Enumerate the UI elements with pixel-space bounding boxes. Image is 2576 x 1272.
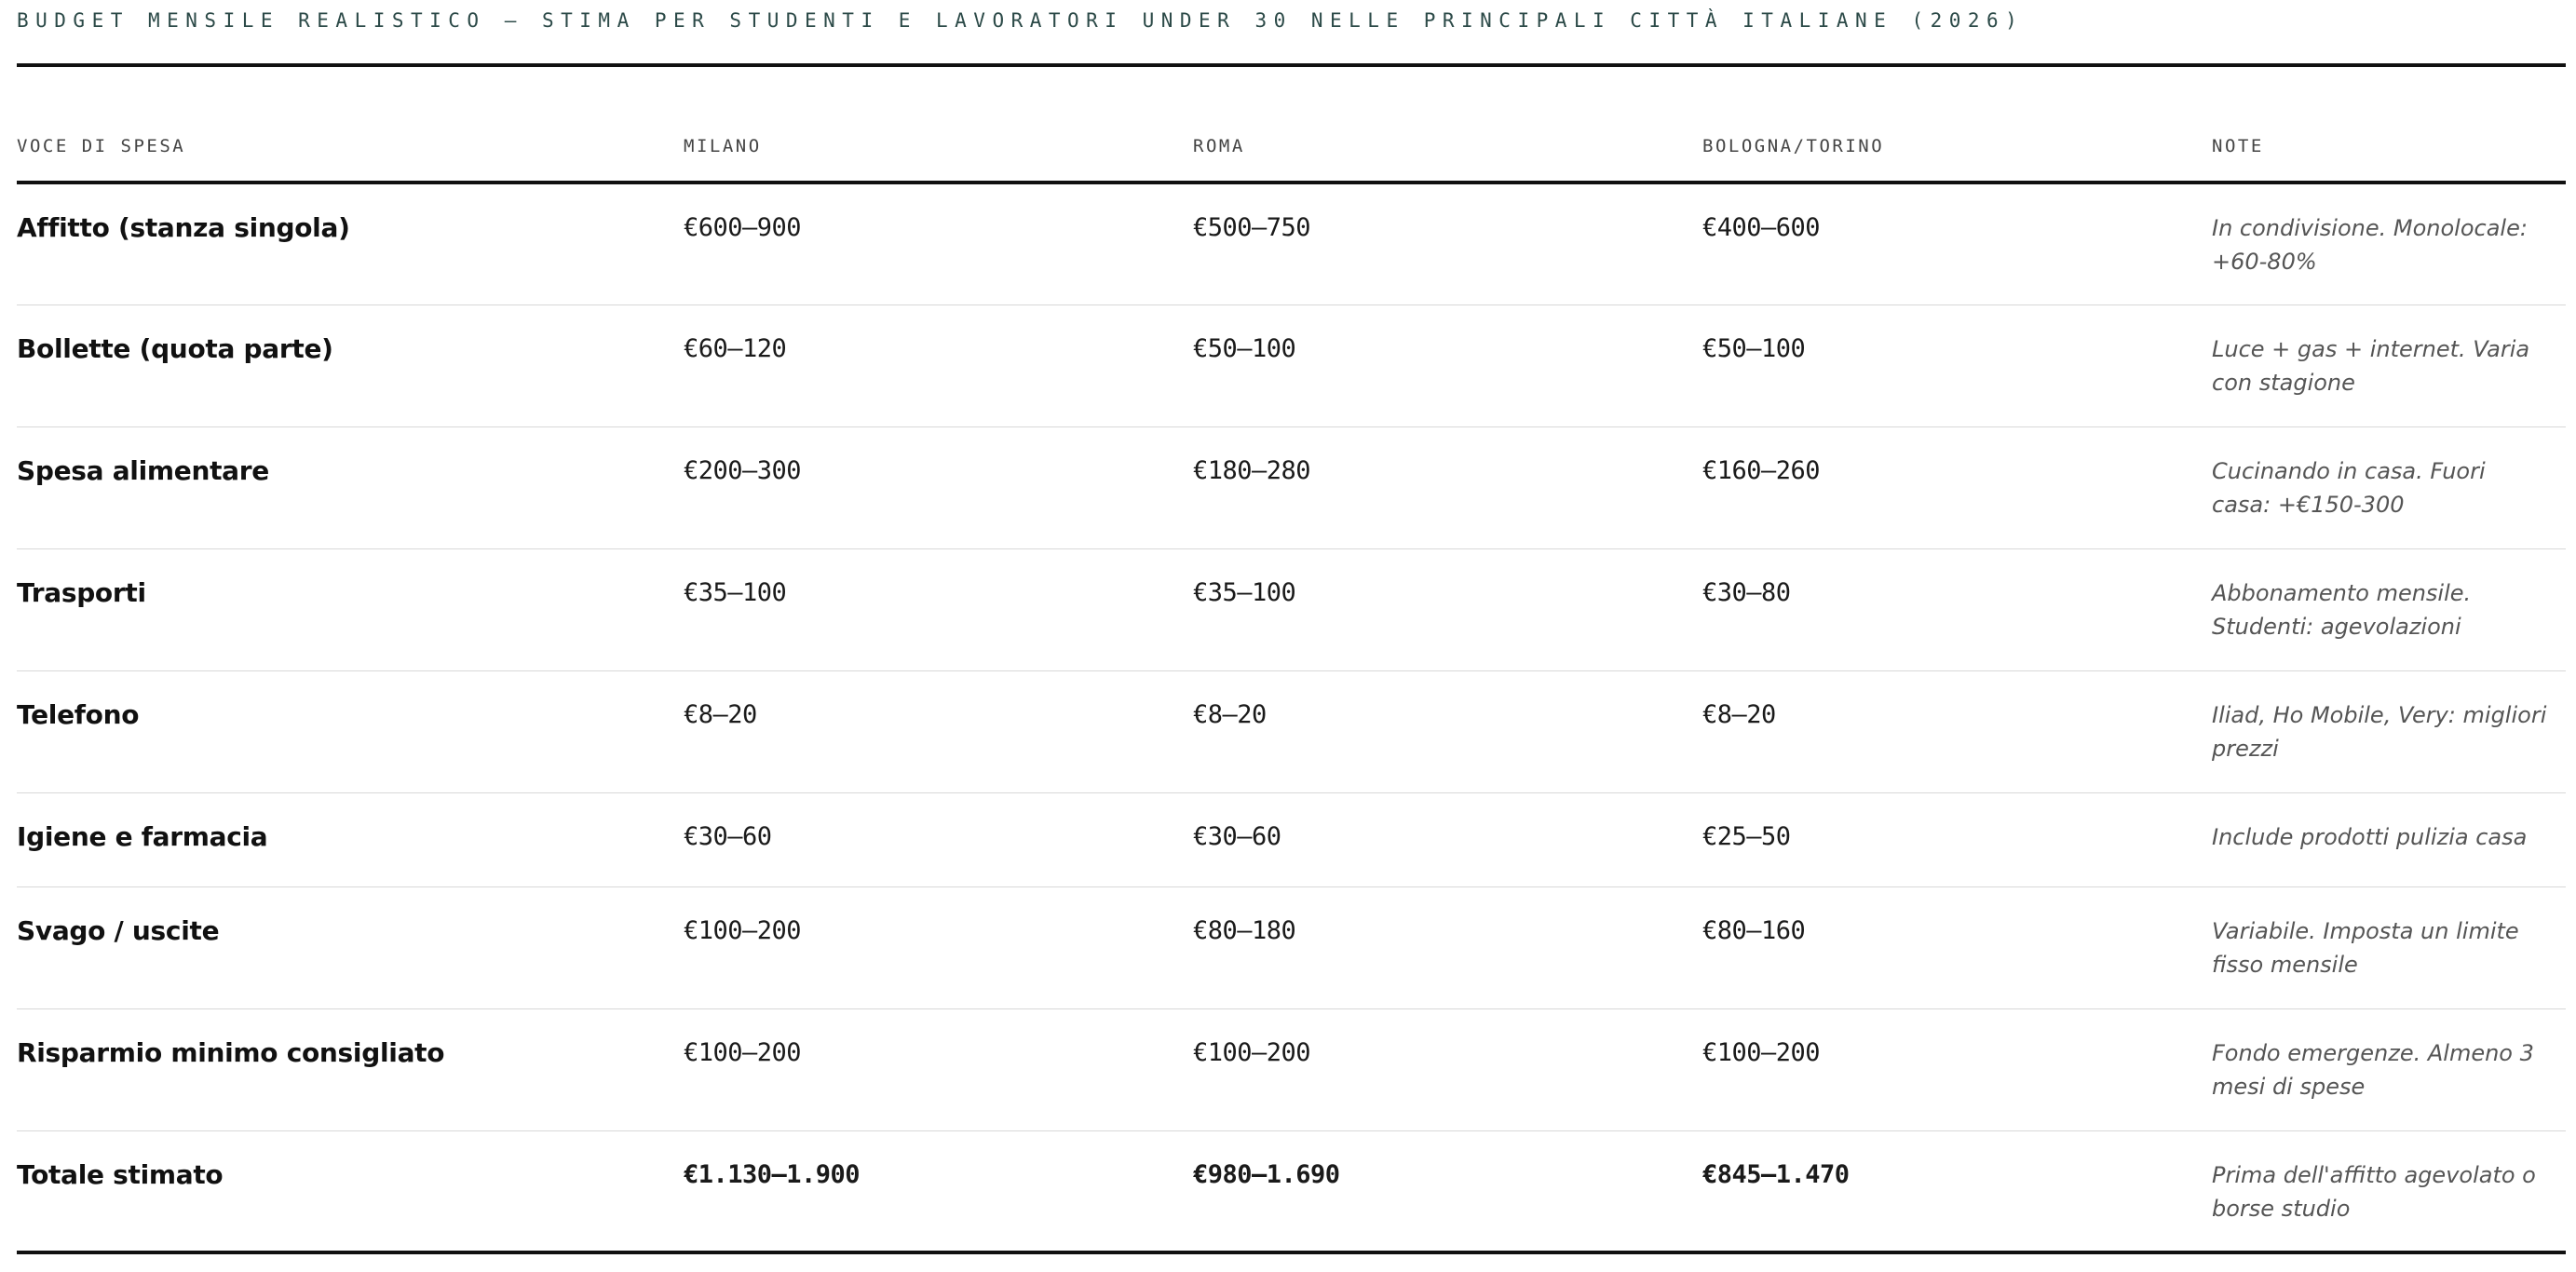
cell-note: Cucinando in casa. Fuori casa: +€150-300 (2212, 426, 2566, 548)
row-label: Telefono (17, 670, 684, 792)
cell-note: Variabile. Imposta un limite fisso mensile (2212, 886, 2566, 1008)
header-milano: MILANO (684, 67, 1193, 183)
header-voce: VOCE DI SPESA (17, 67, 684, 183)
cell-note: In condivisione. Monolocale: +60-80% (2212, 183, 2566, 304)
row-label: Igiene e farmacia (17, 792, 684, 886)
header-roma: ROMA (1193, 67, 1702, 183)
cell-roma: €180–280 (1193, 426, 1702, 548)
budget-table-container (17, 0, 2566, 1254)
table-row-telefono (17, 670, 2566, 792)
table-row-bollette (17, 304, 2566, 426)
cell-milano: €1.130–1.900 (684, 1130, 1193, 1252)
cell-roma: €50–100 (1193, 304, 1702, 426)
row-label: Svago / uscite (17, 886, 684, 1008)
header-row (17, 67, 2566, 183)
cell-bologna-torino: €80–160 (1702, 886, 2212, 1008)
budget-table (17, 67, 2566, 1254)
cell-roma: €500–750 (1193, 183, 1702, 304)
cell-note: Luce + gas + internet. Varia con stagione (2212, 304, 2566, 426)
cell-milano: €60–120 (684, 304, 1193, 426)
cell-bologna-torino: €845–1.470 (1702, 1130, 2212, 1252)
cell-milano: €100–200 (684, 886, 1193, 1008)
cell-note: Prima dell'affitto agevolato o borse studio (2212, 1130, 2566, 1252)
table-body (17, 183, 2566, 1252)
cell-milano: €8–20 (684, 670, 1193, 792)
cell-milano: €30–60 (684, 792, 1193, 886)
cell-roma: €980–1.690 (1193, 1130, 1702, 1252)
table-row-igiene (17, 792, 2566, 886)
table-row-trasporti (17, 548, 2566, 670)
row-label: Trasporti (17, 548, 684, 670)
cell-milano: €600–900 (684, 183, 1193, 304)
table-row-spesa-alimentare (17, 426, 2566, 548)
cell-milano: €35–100 (684, 548, 1193, 670)
cell-note: Iliad, Ho Mobile, Very: migliori prezzi (2212, 670, 2566, 792)
table-row-svago (17, 886, 2566, 1008)
cell-bologna-torino: €25–50 (1702, 792, 2212, 886)
cell-roma: €30–60 (1193, 792, 1702, 886)
cell-note: Include prodotti pulizia casa (2212, 792, 2566, 886)
cell-roma: €8–20 (1193, 670, 1702, 792)
cell-roma: €80–180 (1193, 886, 1702, 1008)
cell-bologna-torino: €100–200 (1702, 1008, 2212, 1130)
cell-note: Abbonamento mensile. Studenti: agevolazioni (2212, 548, 2566, 670)
table-row-risparmio (17, 1008, 2566, 1130)
cell-bologna-torino: €30–80 (1702, 548, 2212, 670)
cell-bologna-torino: €400–600 (1702, 183, 2212, 304)
table-header (17, 67, 2566, 183)
cell-roma: €35–100 (1193, 548, 1702, 670)
header-note: NOTE (2212, 67, 2566, 183)
cell-bologna-torino: €50–100 (1702, 304, 2212, 426)
cell-milano: €100–200 (684, 1008, 1193, 1130)
cell-milano: €200–300 (684, 426, 1193, 548)
row-label: Totale stimato (17, 1130, 684, 1252)
cell-bologna-torino: €8–20 (1702, 670, 2212, 792)
cell-note: Fondo emergenze. Almeno 3 mesi di spese (2212, 1008, 2566, 1130)
row-label: Spesa alimentare (17, 426, 684, 548)
header-bologna-torino: BOLOGNA/TORINO (1702, 67, 2212, 183)
row-label: Risparmio minimo consigliato (17, 1008, 684, 1130)
table-caption: BUDGET MENSILE REALISTICO — STIMA PER STUDENTI E LAVORATORI UNDER 30 NELLE PRINCIPALI CITTÀ ITALIANE (2026) (17, 0, 2566, 67)
table-row-affitto (17, 183, 2566, 304)
cell-bologna-torino: €160–260 (1702, 426, 2212, 548)
row-label: Affitto (stanza singola) (17, 183, 684, 304)
row-label: Bollette (quota parte) (17, 304, 684, 426)
cell-roma: €100–200 (1193, 1008, 1702, 1130)
table-row-totale (17, 1130, 2566, 1252)
